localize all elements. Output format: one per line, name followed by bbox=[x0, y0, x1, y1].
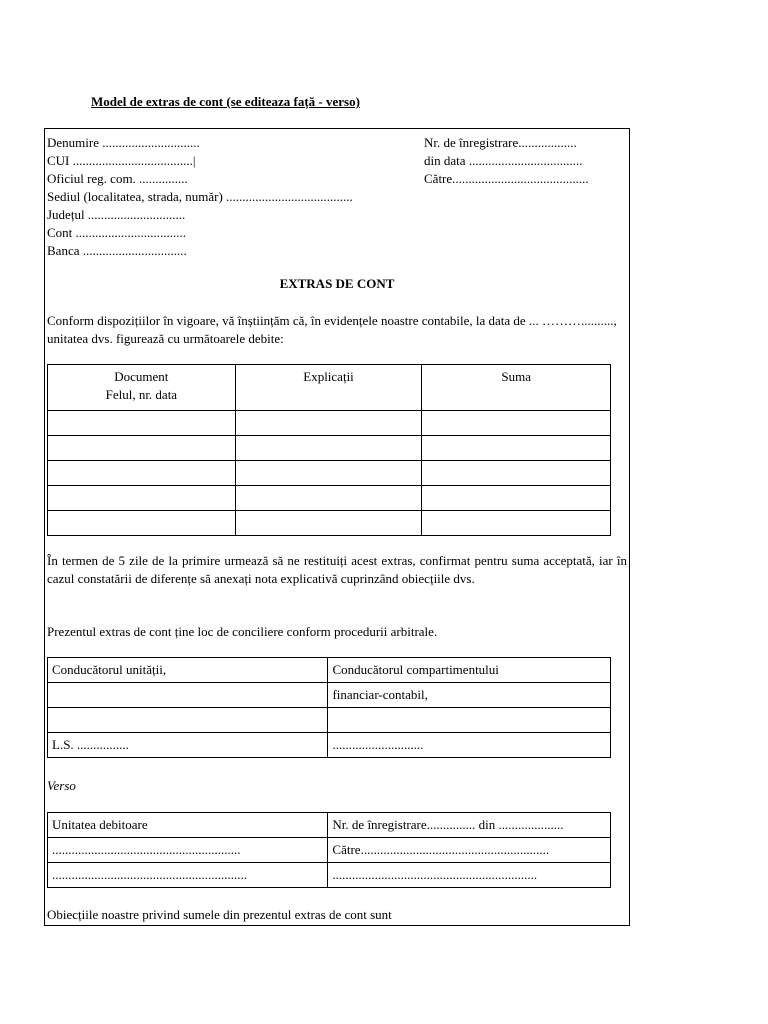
table-row bbox=[48, 733, 611, 758]
objections-text: Obiecțiile noastre privind sumele din prezentul extras de cont sunt bbox=[47, 907, 392, 922]
document-title: Model de extras de cont (se editeaza față - verso) bbox=[91, 94, 360, 109]
verso-registration-field: Nr. de înregistrare............... din .................... bbox=[328, 813, 611, 838]
table-row bbox=[48, 436, 611, 461]
table-row bbox=[48, 411, 611, 436]
signature-department-head: Conducătorul compartimentului bbox=[328, 658, 611, 683]
table-row bbox=[48, 838, 611, 863]
field-cui: CUI .....................................| bbox=[47, 153, 196, 168]
table-row bbox=[48, 658, 611, 683]
verso-label: Verso bbox=[47, 778, 76, 793]
debtor-line-2: ............................................................ bbox=[48, 863, 328, 888]
field-denumire: Denumire .............................. bbox=[47, 135, 200, 150]
field-oficiul-reg-com: Oficiul reg. com. ............... bbox=[47, 171, 188, 186]
stamp-field: L.S. ................ bbox=[48, 733, 328, 758]
term-paragraph: În termen de 5 zile de la primire urmează să ne restituiți acest extras, confirmat pentru suma acceptată, iar în cazul constatării de diferențe să anexați nota explicativă cuprinzând obiecțiile dvs. bbox=[47, 553, 627, 586]
verso-catre-field: Către.......................................................... bbox=[328, 838, 611, 863]
signature-table bbox=[47, 657, 611, 758]
column-header-suma: Suma bbox=[422, 365, 611, 411]
section-heading: EXTRAS DE CONT bbox=[279, 276, 395, 291]
signature-department-head-cont: financiar-contabil, bbox=[328, 683, 611, 708]
table-row bbox=[48, 511, 611, 536]
field-catre: Către.......................................... bbox=[424, 171, 589, 186]
table-row bbox=[48, 683, 611, 708]
verso-table bbox=[47, 812, 611, 888]
field-judetul: Județul .............................. bbox=[47, 207, 186, 222]
table-row bbox=[48, 863, 611, 888]
debtor-line-1: .......................................................... bbox=[48, 838, 328, 863]
table-row bbox=[48, 486, 611, 511]
signature-line: ............................ bbox=[328, 733, 611, 758]
issuer-details bbox=[47, 134, 353, 260]
registration-details bbox=[424, 134, 589, 188]
field-nr-inregistrare: Nr. de înregistrare.................. bbox=[424, 135, 577, 150]
field-sediul: Sediul (localitatea, strada, număr) ....................................... bbox=[47, 189, 353, 204]
table-row bbox=[48, 461, 611, 486]
column-header-document: Document Felul, nr. data bbox=[48, 365, 236, 411]
verso-blank-line: ............................................................... bbox=[328, 863, 611, 888]
intro-paragraph: Conform dispozițiilor în vigoare, vă înștiințăm că, în evidențele noastre contabile, la data de ... ……….........., unitatea dvs. figurează cu următoarele debite: bbox=[47, 313, 617, 346]
conciliere-paragraph: Prezentul extras de cont ține loc de conciliere conform procedurii arbitrale. bbox=[47, 624, 438, 639]
field-cont: Cont .................................. bbox=[47, 225, 187, 240]
column-header-explicatii: Explicații bbox=[235, 365, 422, 411]
debit-table bbox=[47, 364, 611, 536]
table-row bbox=[48, 813, 611, 838]
table-header-row bbox=[48, 365, 611, 411]
field-din-data: din data ................................... bbox=[424, 153, 583, 168]
table-row bbox=[48, 708, 611, 733]
field-banca: Banca ................................ bbox=[47, 243, 187, 258]
signature-unit-head: Conducătorul unității, bbox=[48, 658, 328, 683]
debtor-unit-label: Unitatea debitoare bbox=[48, 813, 328, 838]
